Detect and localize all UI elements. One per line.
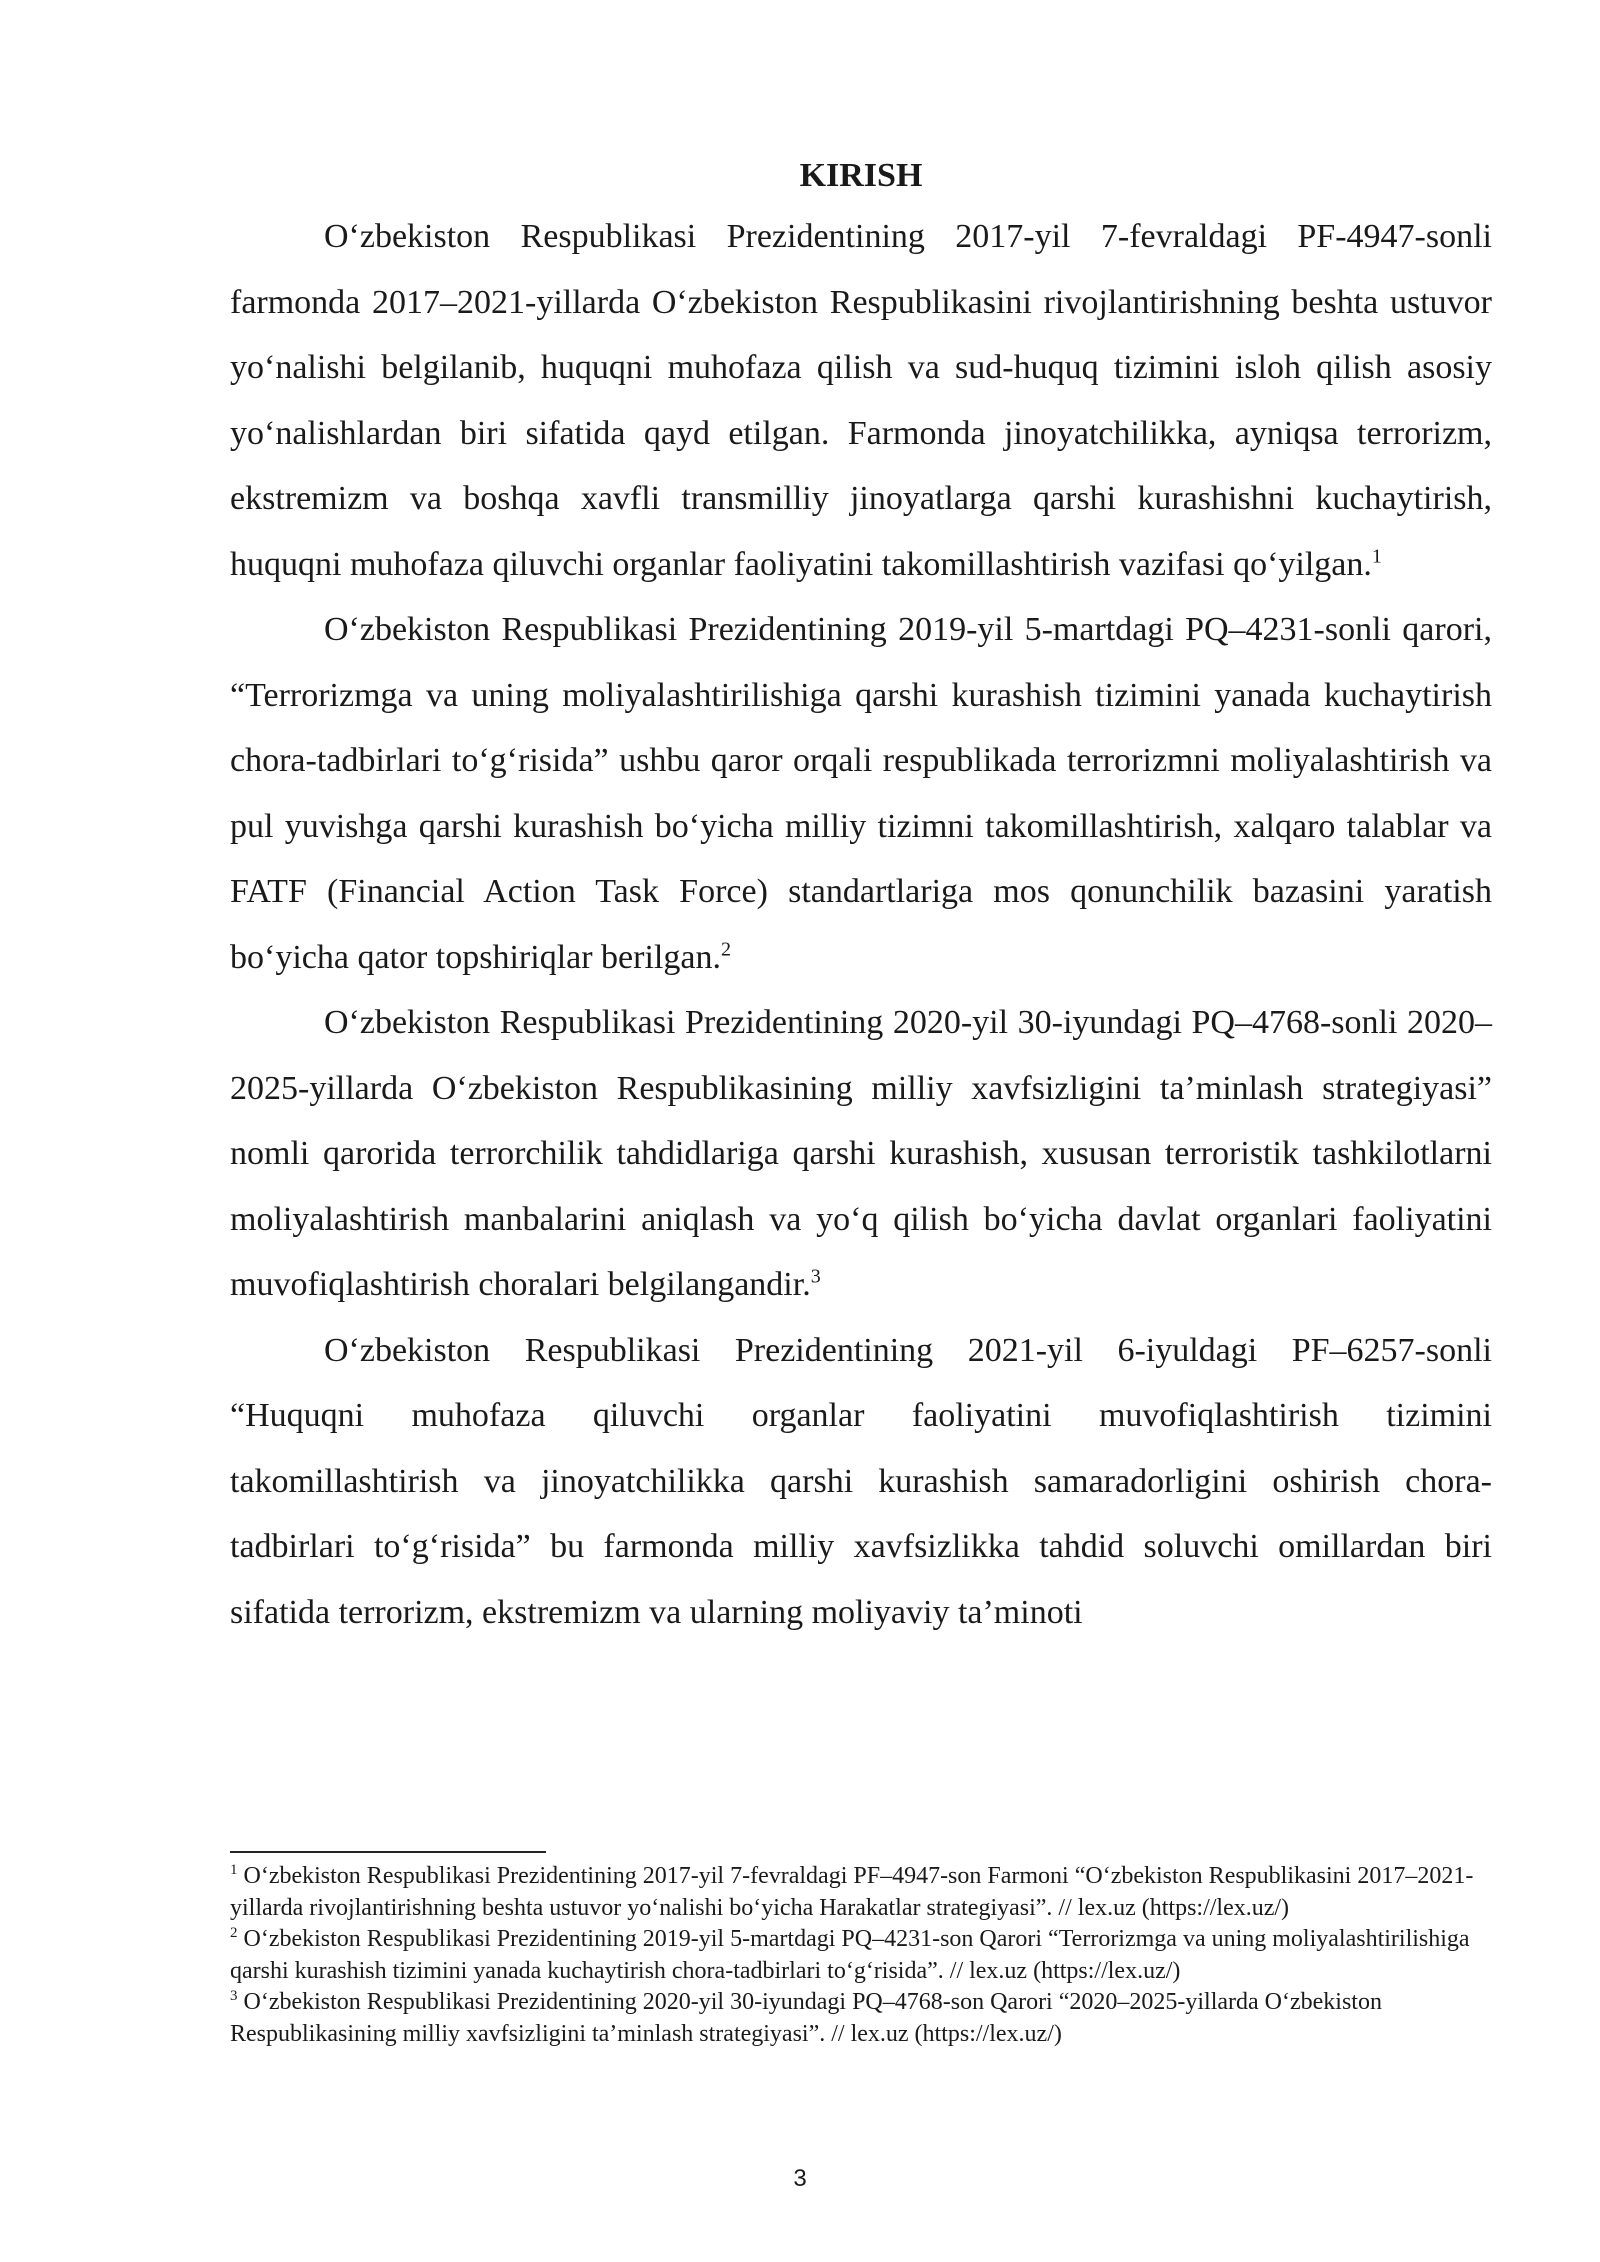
footnote-number: 2 (230, 1925, 238, 1941)
paragraph-4 (230, 1318, 1492, 1646)
footnote-text: O‘zbekiston Respublikasi Prezidentining 2020-yil 30-iyundagi PQ–4768-son Qarori “2020–2025-yillarda O‘zbekiston Respublikasining milliy xavfsizligini ta’minlash strategiyasi”. // lex.uz (https://lex.uz/) (230, 1989, 1382, 2047)
paragraph-text: O‘zbekiston Respublikasi Prezidentining 2017-yil 7-fevraldagi PF-4947-sonli farmonda 2017–2021-yillarda O‘zbekiston Respublikasini rivojlantirishning beshta ustuvor yo‘nalishi belgilanib, huquqni muhofaza qilish va sud-huquq tizimini isloh qilish asosiy yo‘nalishlardan biri sifatida qayd etilgan. Farmonda jinoyatchilikka, ayniqsa terrorizm, ekstremizm va boshqa xavfli transmilliy jinoyatlarga qarshi kurashishni kuchaytirish, huquqni muhofaza qiluvchi organlar faoliyatini takomillashtirish vazifasi qo‘yilgan. (230, 218, 1492, 583)
footnote-number: 3 (230, 1988, 238, 2004)
footnote-3 (230, 1987, 1492, 2050)
body-text (230, 148, 1492, 1645)
footnote-text: O‘zbekiston Respublikasi Prezidentining 2017-yil 7-fevraldagi PF–4947-son Farmoni “O‘zbekiston Respublikasini 2017–2021-yillarda rivojlantirishning beshta ustuvor yo‘nalishi bo‘yicha Harakatlar strategiyasi”. // lex.uz (https://lex.uz/) (230, 1863, 1474, 1921)
footnote-separator (230, 1851, 546, 1853)
footnote-text: O‘zbekiston Respublikasi Prezidentining 2019-yil 5-martdagi PQ–4231-son Qarori “Terrorizmga va uning moliyalashtirilishiga qarshi kurashish tizimini yanada kuchaytirish chora-tadbirlari to‘g‘risida”. // lex.uz (https://lex.uz/) (230, 1926, 1470, 1984)
footnote-1 (230, 1861, 1492, 1924)
paragraph-1 (230, 204, 1492, 597)
footnote-ref[interactable]: 2 (720, 938, 731, 961)
paragraph-text: O‘zbekiston Respublikasi Prezidentining 2020-yil 30-iyundagi PQ–4768-sonli 2020–2025-yillarda O‘zbekiston Respublikasining milliy xavfsizligini ta’minlash strategiyasi” nomli qarorida terrorchilik tahdidlariga qarshi kurashish, xususan terroristik tashkilotlarni moliyalashtirish manbalarini aniqlash va yo‘q qilish bo‘yicha davlat organlari faoliyatini muvofiqlashtirish choralari belgilangandir. (230, 1004, 1492, 1303)
section-title: KIRISH (799, 157, 923, 194)
paragraph-text: O‘zbekiston Respublikasi Prezidentining 2021-yil 6-iyuldagi PF–6257-sonli “Huquqni muhofaza qiluvchi organlar faoliyatini muvofiqlashtirish tizimini takomillashtirish va jinoyatchilikka qarshi kurashish samaradorligini oshirish chora-tadbirlari to‘g‘risida” bu farmonda milliy xavfsizlikka tahdid soluvchi omillardan biri sifatida terrorizm, ekstremizm va ularning moliyaviy ta’minoti (230, 1331, 1492, 1631)
footnote-2 (230, 1924, 1492, 1987)
footnote-ref[interactable]: 3 (810, 1265, 821, 1288)
footnotes (230, 1861, 1492, 2050)
footnote-number: 1 (230, 1862, 238, 1878)
footnote-ref[interactable]: 1 (1371, 545, 1382, 568)
page-number: 3 (793, 2165, 807, 2192)
paragraph-3 (230, 990, 1492, 1318)
paragraph-text: O‘zbekiston Respublikasi Prezidentining 2019-yil 5-martdagi PQ–4231-sonli qarori, “Terrorizmga va uning moliyalashtirilishiga qarshi kurashish tizimini yanada kuchaytirish chora-tadbirlari to‘g‘risida” ushbu qaror orqali respublikada terrorizmni moliyalashtirish va pul yuvishga qarshi kurashish bo‘yicha milliy tizimni takomillashtirish, xalqaro talablar va FATF (Financial Action Task Force) standartlariga mos qonunchilik bazasini yaratish bo‘yicha qator topshiriqlar berilgan. (230, 611, 1492, 976)
paragraph-2 (230, 597, 1492, 990)
